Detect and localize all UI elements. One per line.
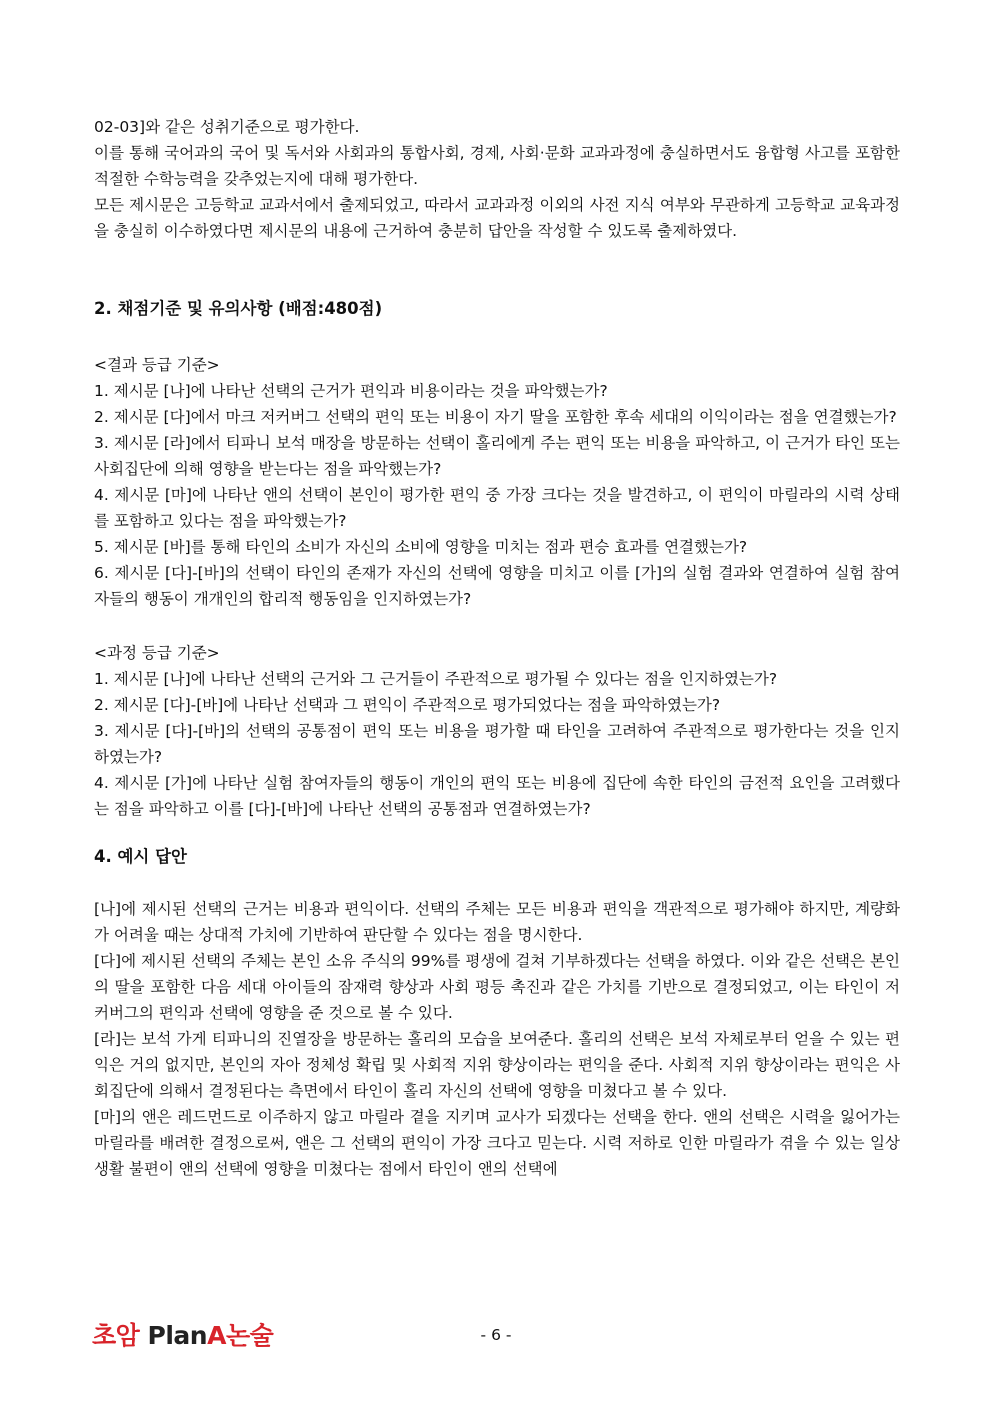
logo-text-a: A bbox=[207, 1321, 226, 1350]
logo-text-nonsul: 논술 bbox=[225, 1321, 274, 1350]
logo-text-choam: 초암 bbox=[92, 1321, 148, 1350]
process-criteria-item-3: 3. 제시문 [다]-[바]의 선택의 공통점이 편익 또는 비용을 평가할 때 타인을 고려하여 주관적으로 평가한다는 것을 인지하였는가? bbox=[94, 722, 900, 766]
page-footer bbox=[0, 1318, 992, 1358]
result-criteria-item-3: 3. 제시문 [라]에서 티파니 보석 매장을 방문하는 선택이 홀리에게 주는 편익 또는 비용을 파악하고, 이 근거가 타인 또는 사회집단에 의해 영향을 받는다는 점을 파악했는가? bbox=[94, 434, 900, 478]
result-criteria-item-1: 1. 제시문 [나]에 나타난 선택의 근거가 편익과 비용이라는 것을 파악했는가? bbox=[94, 382, 608, 400]
result-criteria-item-5: 5. 제시문 [바]를 통해 타인의 소비가 자신의 소비에 영향을 미치는 점과 편승 효과를 연결했는가? bbox=[94, 538, 748, 556]
process-criteria-item-4: 4. 제시문 [가]에 나타난 실험 참여자들의 행동이 개인의 편익 또는 비용에 집단에 속한 타인의 금전적 요인을 고려했다는 점을 파악하고 이를 [다]-[바]에 나타난 선택의 공통점과 연결하였는가? bbox=[94, 774, 900, 818]
answer-paragraph-2: [다]에 제시된 선택의 주체는 본인 소유 주식의 99%를 평생에 걸쳐 기부하겠다는 선택을 하였다. 이와 같은 선택은 본인의 딸을 포함한 다음 세대 아이들의 잠재력 향상과 사회 평등 촉진과 같은 가치를 기반으로 결정되었고, 이는 타인이 저커버그의 편익과 선택에 영향을 준 것으로 볼 수 있다. bbox=[94, 952, 900, 1022]
process-criteria-item-1: 1. 제시문 [나]에 나타난 선택의 근거와 그 근거들이 주관적으로 평가될 수 있다는 점을 인지하였는가? bbox=[94, 670, 778, 688]
result-criteria-item-6: 6. 제시문 [다]-[바]의 선택이 타인의 존재가 자신의 선택에 영향을 미치고 이를 [가]의 실험 결과와 연결하여 실험 참여자들의 행동이 개개인의 합리적 행동임을 인지하였는가? bbox=[94, 564, 900, 608]
intro-paragraph-3: 모든 제시문은 고등학교 교과서에서 출제되었고, 따라서 교과과정 이외의 사전 지식 여부와 무관하게 고등학교 교육과정을 충실히 이수하였다면 제시문의 내용에 근거하여 충분히 답안을 작성할 수 있도록 출제하였다. bbox=[94, 196, 900, 240]
intro-paragraph-1: 02-03]와 같은 성취기준으로 평가한다. bbox=[94, 118, 360, 136]
result-criteria-item-4: 4. 제시문 [마]에 나타난 앤의 선택이 본인이 평가한 편익 중 가장 크다는 것을 발견하고, 이 편익이 마릴라의 시력 상태를 포함하고 있다는 점을 파악했는가? bbox=[94, 486, 900, 530]
page-content bbox=[94, 114, 900, 1182]
intro-paragraph-2: 이를 통해 국어과의 국어 및 독서와 사회과의 통합사회, 경제, 사회·문화 교과과정에 충실하면서도 융합형 사고를 포함한 적절한 수학능력을 갖추었는지에 대해 평가한다. bbox=[94, 144, 900, 188]
section-2-heading: 2. 채점기준 및 유의사항 (배점:480점) bbox=[94, 299, 383, 318]
logo-text-plan: Plan bbox=[147, 1321, 208, 1350]
process-criteria-title: <과정 등급 기준> bbox=[94, 644, 220, 662]
answer-paragraph-3: [라]는 보석 가게 티파니의 진열장을 방문하는 홀리의 모습을 보여준다. 홀리의 선택은 보석 자체로부터 얻을 수 있는 편익은 거의 없지만, 본인의 자아 정체성 확립 및 사회적 지위 향상이라는 편익을 준다. 사회적 지위 향상이라는 편익은 사회집단에 의해서 결정된다는 측면에서 타인이 홀리 자신의 선택에 영향을 미쳤다고 볼 수 있다. bbox=[94, 1030, 900, 1100]
section-4-heading: 4. 예시 답안 bbox=[94, 847, 187, 866]
answer-paragraph-1: [나]에 제시된 선택의 근거는 비용과 편익이다. 선택의 주체는 모든 비용과 편익을 객관적으로 평가해야 하지만, 계량화가 어려울 때는 상대적 가치에 기반하여 판단할 수 있다는 점을 명시한다. bbox=[94, 900, 900, 944]
result-criteria-title: <결과 등급 기준> bbox=[94, 356, 220, 374]
page-number: - 6 - bbox=[480, 1326, 512, 1344]
result-criteria-item-2: 2. 제시문 [다]에서 마크 저커버그 선택의 편익 또는 비용이 자기 딸을 포함한 후속 세대의 이익이라는 점을 연결했는가? bbox=[94, 408, 897, 426]
process-criteria-item-2: 2. 제시문 [다]-[바]에 나타난 선택과 그 편익이 주관적으로 평가되었다는 점을 파악하였는가? bbox=[94, 696, 721, 714]
answer-paragraph-4: [마]의 앤은 레드먼드로 이주하지 않고 마릴라 곁을 지키며 교사가 되겠다는 선택을 한다. 앤의 선택은 시력을 잃어가는 마릴라를 배려한 결정으로써, 앤은 그 선택의 편익이 가장 크다고 믿는다. 시력 저하로 인한 마릴라가 겪을 수 있는 일상생활 불편이 앤의 선택에 영향을 미쳤다는 점에서 타인이 앤의 선택에 bbox=[94, 1108, 900, 1178]
